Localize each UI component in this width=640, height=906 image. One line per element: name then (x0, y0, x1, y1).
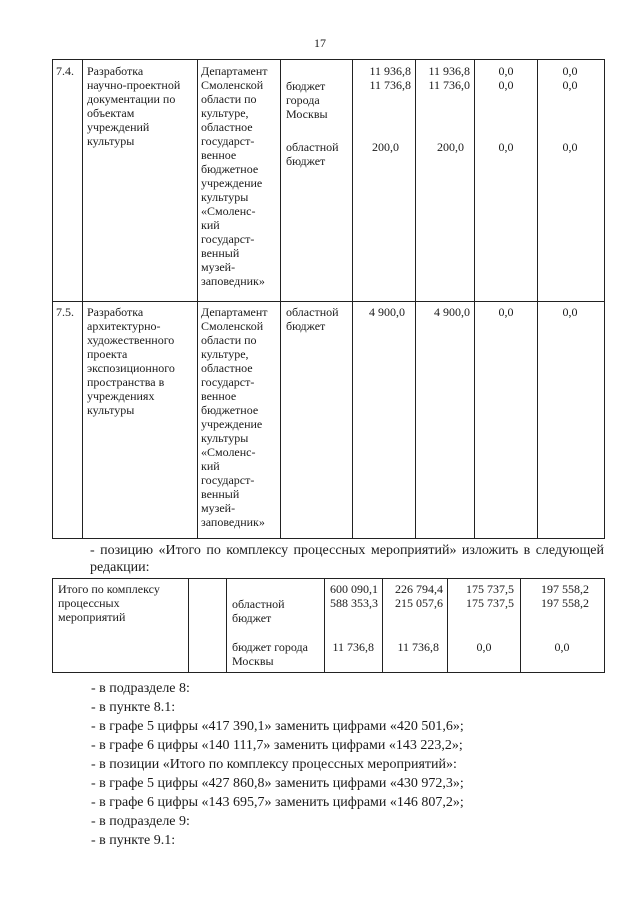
col6-value: 0,0 (498, 305, 514, 319)
instruction-line: - в графе 6 цифры «143 695,7» заменить цифрами «146 807,2»; (91, 795, 464, 810)
col5-value: 226 794,4 215 057,6 (395, 582, 443, 610)
col6-value: 0,0 (498, 140, 514, 154)
col6-value: 175 737,5 175 737,5 (466, 582, 514, 610)
activity-name: Разработка научно-проектной документации по объектам учреждений культуры (87, 64, 181, 148)
col7-value: 0,0 (554, 640, 570, 654)
total-label: Итого по комплексу процессных мероприятий (58, 582, 160, 624)
funding-source: областной бюджет (232, 597, 285, 625)
instruction-line: - в пункте 8.1: (91, 700, 176, 715)
total-value: 600 090,1 588 353,3 (330, 582, 378, 610)
col7-value: 197 558,2 197 558,2 (541, 582, 589, 610)
instruction-line: - в подразделе 8: (91, 681, 190, 696)
activity-name: Разработка архитектурно- художественного проекта экспозиционного пространства в учреждениях культуры (87, 305, 175, 417)
col7-value: 0,0 (562, 305, 578, 319)
funding-source: бюджет города Москвы (286, 79, 328, 121)
instruction-line: - в графе 5 цифры «417 390,1» заменить цифрами «420 501,6»; (91, 719, 464, 734)
funding-source: областной бюджет (286, 305, 339, 333)
total-value: 11 736,8 (332, 640, 374, 654)
col5-value: 11 736,8 (397, 640, 439, 654)
funding-source: областной бюджет (286, 140, 339, 168)
col5-value: 4 900,0 (434, 305, 470, 319)
instruction-line: - в графе 6 цифры «140 111,7» заменить цифрами «143 223,2»; (91, 738, 463, 753)
total-value: 11 936,8 11 736,8 (369, 64, 411, 92)
col5-value: 200,0 (437, 140, 464, 154)
funding-source: бюджет города Москвы (232, 640, 308, 668)
col6-value: 0,0 0,0 (498, 64, 514, 92)
instruction-line: - в графе 5 цифры «427 860,8» заменить цифрами «430 972,3»; (91, 776, 464, 791)
row-number: 7.5. (56, 305, 74, 319)
executor: Департамент Смоленской области по культуре, областное государст- венное бюджетное учреждение культуры «Смоленс- кий государст- венный музей- заповедник» (201, 305, 268, 529)
instruction-line: - в пункте 9.1: (91, 833, 176, 848)
total-value: 4 900,0 (369, 305, 405, 319)
total-value: 200,0 (372, 140, 399, 154)
page-number: 17 (314, 36, 326, 50)
col7-value: 0,0 (562, 140, 578, 154)
instruction-line: - в подразделе 9: (91, 814, 190, 829)
executor: Департамент Смоленской области по культуре, областное государст- венное бюджетное учреждение культуры «Смоленс- кий государст- венный музей- заповедник» (201, 64, 268, 288)
row-number: 7.4. (56, 64, 74, 78)
instruction-paragraph: - позицию «Итого по комплексу процессных мероприятий» изложить в следующей редакции: (90, 543, 604, 575)
col6-value: 0,0 (476, 640, 492, 654)
col5-value: 11 936,8 11 736,0 (428, 64, 470, 92)
instruction-line: - в позиции «Итого по комплексу процессных мероприятий»: (91, 757, 457, 772)
col7-value: 0,0 0,0 (562, 64, 578, 92)
